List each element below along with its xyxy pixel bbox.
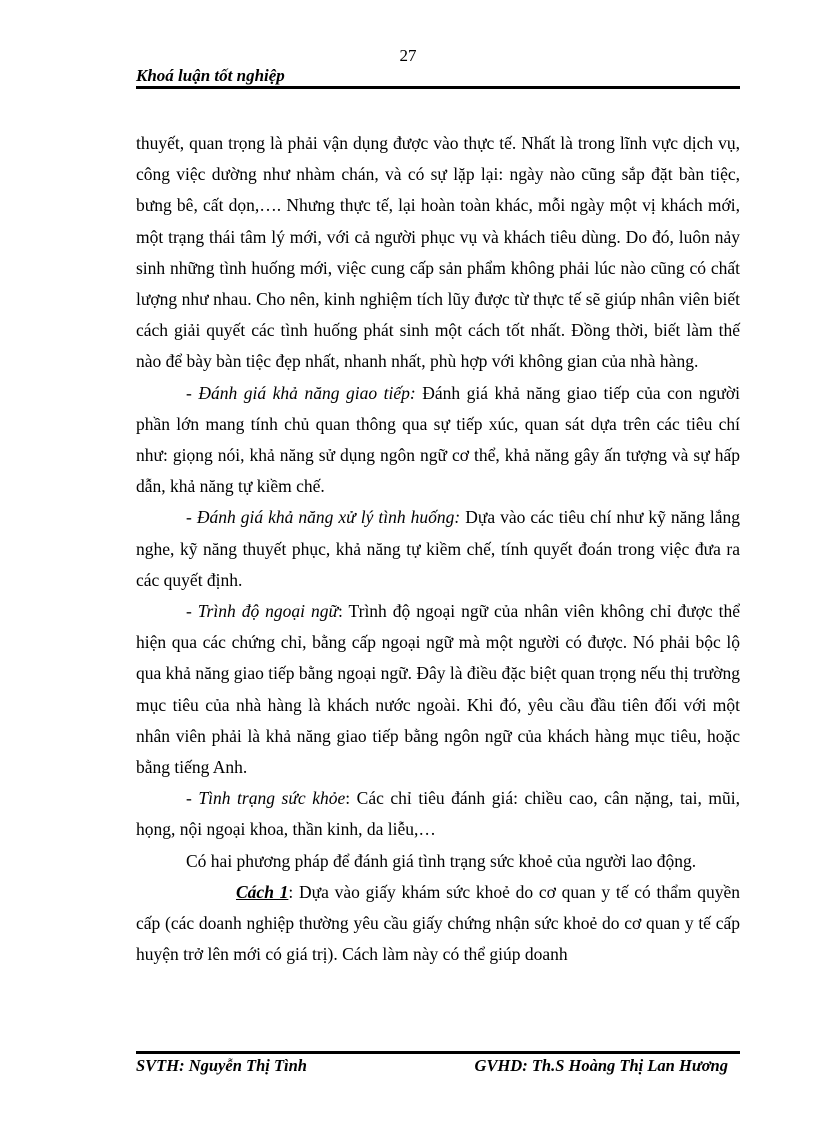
paragraph-communication	[136, 378, 740, 503]
document-body	[136, 128, 740, 970]
health-text: : Các chỉ tiêu đánh giá: chiều cao, cân nặng, tai, mũi, họng, nội ngoại khoa, thần kinh, da liễu,…	[136, 788, 740, 840]
communication-label: - Đánh giá khả năng giao tiếp:	[186, 382, 416, 403]
paragraph-language	[136, 596, 740, 783]
paragraph-continuation: thuyết, quan trọng là phải vận dụng được vào thực tế. Nhất là trong lĩnh vực dịch vụ, công việc dường như nhàm chán, và có sự lặp lại: ngày nào cũng sắp đặt bàn tiệc, bưng bê, cất dọn,…. Nhưng thực tế, lại hoàn toàn khác, mỗi ngày một vị khách mới, một trạng thái tâm lý mới, với cả người phục vụ và khách tiêu dùng. Do đó, luôn nảy sinh những tình huống mới, việc cung cấp sản phẩm không phải lúc nào cũng có chất lượng như nhau. Cho nên, kinh nghiệm tích lũy được từ thực tế sẽ giúp nhân viên biết cách giải quyết các tình huống phát sinh một cách tốt nhất. Đồng thời, biết làm thế nào để bày bàn tiệc đẹp nhất, nhanh nhất, phù hợp với không gian của nhà hàng.	[136, 133, 740, 372]
paragraph-method-1	[136, 877, 740, 971]
header-title: Khoá luận tốt nghiệp	[136, 66, 285, 85]
page-number: 27	[399, 46, 417, 65]
health-label: - Tình trạng sức khỏe	[186, 788, 346, 809]
footer-advisor: GVHD: Th.S Hoàng Thị Lan Hương	[474, 1056, 728, 1075]
header-divider	[136, 86, 740, 89]
method-1-label: Cách 1	[236, 881, 289, 902]
language-text: : Trình độ ngoại ngữ của nhân viên không chỉ được thể hiện qua các chứng chỉ, bằng cấp ngoại ngữ mà một người có được. Nó phải bộc lộ qua khả năng giao tiếp bằng ngoại ngữ. Đây là điều đặc biệt quan trọng nếu thị trường mục tiêu của nhà hàng là khách nước ngoài. Khi đó, yêu cầu đầu tiên đối với một nhân viên phải là khả năng giao tiếp bằng ngôn ngữ của khách hàng mục tiêu, hoặc bằng tiếng Anh.	[136, 601, 740, 778]
communication-text: Đánh giá khả năng giao tiếp của con người phần lớn mang tính chủ quan thông qua sự tiếp xúc, quan sát dựa trên các tiêu chí như: giọng nói, khả năng sử dụng ngôn ngữ cơ thể, khả năng gây ấn tượng và sự hấp dẫn, khả năng tự kiềm chế.	[136, 382, 741, 497]
paragraph-health	[136, 783, 740, 845]
paragraph-two-methods: Có hai phương pháp để đánh giá tình trạng sức khoẻ của người lao động.	[186, 850, 697, 871]
footer-student: SVTH: Nguyễn Thị Tình	[136, 1056, 307, 1075]
method-1-text: : Dựa vào giấy khám sức khoẻ do cơ quan y tế có thẩm quyền cấp (các doanh nghiệp thường yêu cầu giấy chứng nhận sức khoẻ do cơ quan y tế cấp huyện trở lên mới có giá trị). Cách làm này có thể giúp doanh	[136, 881, 740, 965]
situation-label: - Đánh giá khả năng xử lý tình huống:	[186, 507, 461, 528]
situation-text: Dựa vào các tiêu chí như kỹ năng lắng nghe, kỹ năng thuyết phục, khả năng tự kiềm chế, tính quyết đoán trong việc đưa ra các quyết định.	[136, 507, 740, 590]
footer-divider	[136, 1051, 740, 1054]
paragraph-situation	[136, 502, 740, 596]
language-label: - Trình độ ngoại ngữ	[186, 601, 339, 622]
